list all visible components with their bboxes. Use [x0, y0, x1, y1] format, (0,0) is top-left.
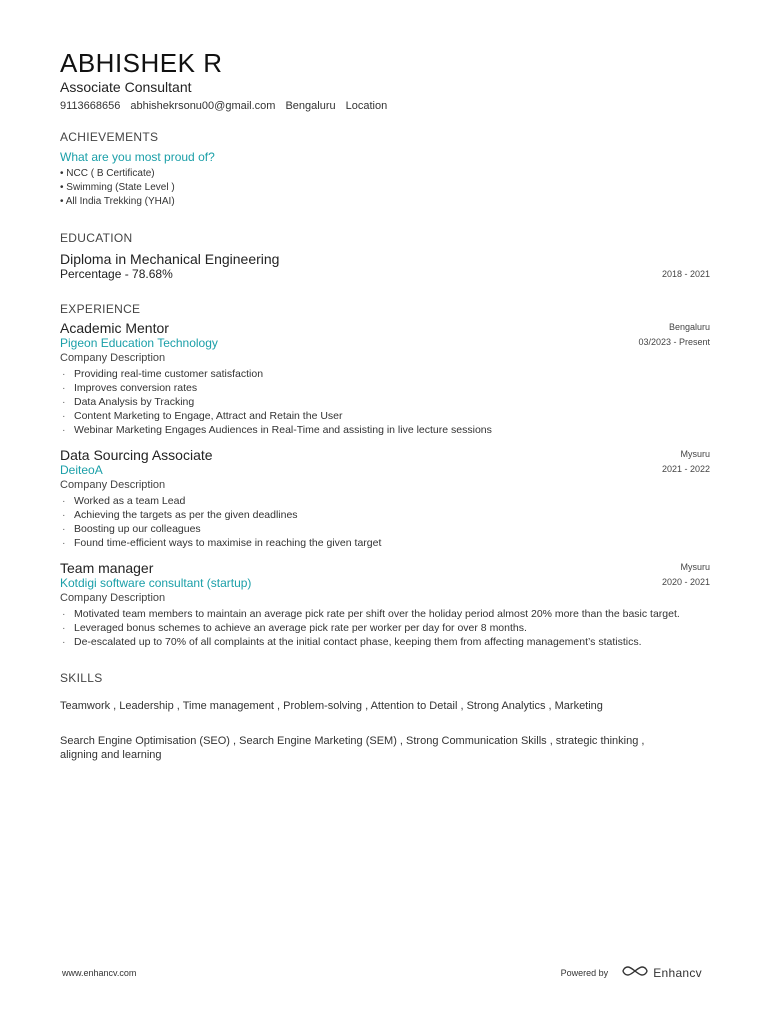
- achievements-question: What are you most proud of?: [60, 150, 215, 164]
- job-company: Kotdigi software consultant (startup): [60, 576, 252, 590]
- job-dates: 03/2023 - Present: [638, 337, 710, 347]
- education-degree: Diploma in Mechanical Engineering: [60, 251, 280, 267]
- job-company-description: Company Description: [60, 592, 166, 604]
- brand-name: Enhancv: [653, 965, 702, 980]
- job-location: Mysuru: [680, 562, 710, 572]
- job-bullet: · Worked as a team Lead: [60, 494, 710, 508]
- job-bullet: · Providing real-time customer satisfaction: [60, 367, 710, 381]
- job-bullet: · Boosting up our colleagues: [60, 522, 710, 536]
- job-company: DeiteoA: [60, 463, 103, 477]
- job-bullet: · De-escalated up to 70% of all complaints at the initial contact phase, keeping them from affecting management’s statistics.: [60, 635, 710, 649]
- phone-number: 9113668656: [60, 100, 121, 112]
- job-bullet: · Motivated team members to maintain an average pick rate per shift over the holiday period almost 20% more than the basic target.: [60, 607, 710, 621]
- skills-line: aligning and learning: [60, 749, 162, 761]
- achievement-item: • NCC ( B Certificate): [60, 168, 155, 179]
- powered-by: [561, 965, 702, 980]
- education-percentage: Percentage - 78.68%: [60, 267, 173, 281]
- job-role: Data Sourcing Associate: [60, 447, 213, 463]
- infinity-logo-icon: [622, 965, 648, 980]
- job-company-description: Company Description: [60, 479, 166, 491]
- job-bullet: · Webinar Marketing Engages Audiences in Real-Time and assisting in live lecture sessions: [60, 423, 710, 437]
- job-bullets: [60, 607, 710, 649]
- education-dates: 2018 - 2021: [661, 269, 710, 279]
- candidate-title: Associate Consultant: [60, 79, 192, 95]
- location: Location: [345, 100, 388, 112]
- footer: [62, 965, 702, 980]
- job-company-description: Company Description: [60, 352, 166, 364]
- job-bullets: [60, 494, 710, 550]
- education-heading: EDUCATION: [60, 231, 133, 245]
- experience-heading: EXPERIENCE: [60, 302, 141, 316]
- city: Bengaluru: [285, 100, 336, 112]
- achievement-item: • Swimming (State Level ): [60, 182, 175, 193]
- job-bullet: · Data Analysis by Tracking: [60, 395, 710, 409]
- skills-heading: SKILLS: [60, 671, 103, 685]
- achievement-item: • All India Trekking (YHAI): [60, 196, 175, 207]
- job-bullets: [60, 367, 710, 437]
- job-bullet: · Leveraged bonus schemes to achieve an average pick rate per worker per day for over 8 months.: [60, 621, 710, 635]
- job-company: Pigeon Education Technology: [60, 336, 218, 350]
- education-row: [60, 267, 710, 282]
- job-role: Team manager: [60, 560, 154, 576]
- job-role: Academic Mentor: [60, 320, 169, 336]
- contact-line: [60, 99, 710, 113]
- candidate-name: ABHISHEK R: [60, 48, 223, 78]
- job-entry: [60, 320, 710, 437]
- email-address[interactable]: abhishekrsonu00@gmail.com: [130, 100, 276, 112]
- job-bullet: · Found time-efficient ways to maximise in reaching the given target: [60, 536, 710, 550]
- job-entry: [60, 560, 710, 649]
- enhancv-logo[interactable]: [622, 965, 702, 980]
- achievements-list: [60, 167, 710, 209]
- job-bullet: · Improves conversion rates: [60, 381, 710, 395]
- job-bullet: · Content Marketing to Engage, Attract and Retain the User: [60, 409, 710, 423]
- skills-line: Teamwork , Leadership , Time management , Problem-solving , Attention to Detail , Strong Analytics , Marketing: [60, 700, 603, 712]
- achievements-heading: ACHIEVEMENTS: [60, 130, 159, 144]
- skills-line: Search Engine Optimisation (SEO) , Search Engine Marketing (SEM) , Strong Communication Skills , strategic thinking ,: [60, 735, 645, 747]
- job-location: Mysuru: [680, 449, 710, 459]
- job-dates: 2020 - 2021: [661, 577, 710, 587]
- job-dates: 2021 - 2022: [661, 464, 710, 474]
- job-bullet: · Achieving the targets as per the given deadlines: [60, 508, 710, 522]
- footer-url[interactable]: www.enhancv.com: [62, 967, 137, 978]
- job-entry: [60, 447, 710, 550]
- powered-by-label: Powered by: [560, 967, 609, 978]
- resume-page: [60, 48, 710, 762]
- job-location: Bengaluru: [668, 322, 710, 332]
